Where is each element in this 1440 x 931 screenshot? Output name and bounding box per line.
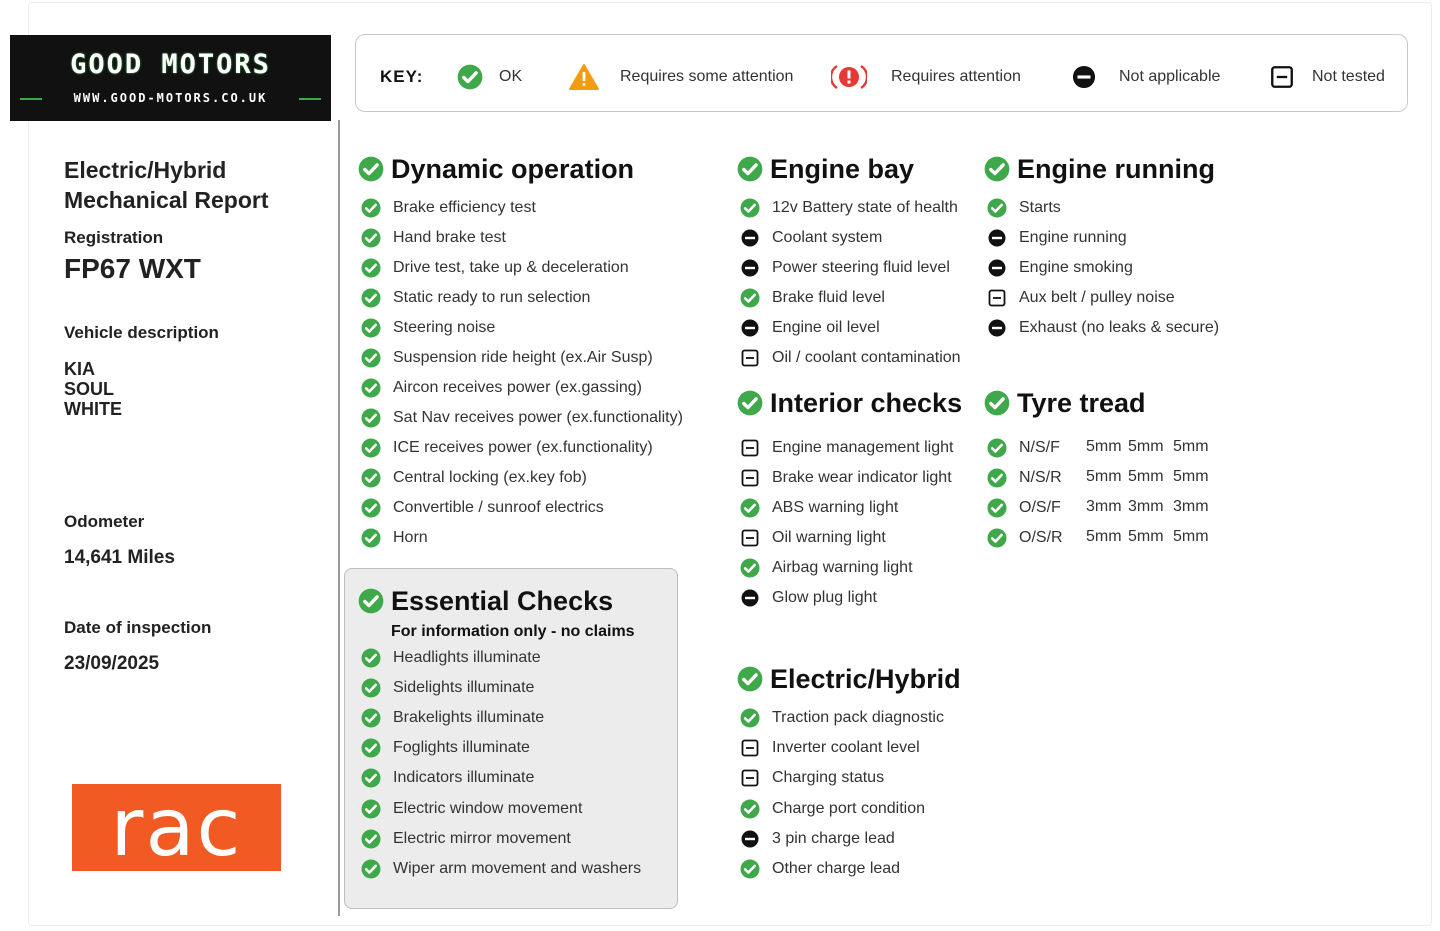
check-item-label: Indicators illuminate	[393, 769, 535, 787]
check-item	[740, 737, 920, 759]
key-label-ok: OK	[499, 68, 523, 85]
check-item-label: ICE receives power (ex.functionality)	[393, 439, 653, 456]
section-heading	[737, 388, 962, 418]
check-item	[361, 497, 604, 519]
section-heading	[984, 388, 1146, 418]
check-icon	[987, 498, 1007, 518]
check-item	[740, 858, 900, 880]
check-icon	[361, 528, 381, 548]
check-icon	[358, 588, 384, 614]
check-item-label: Central locking (ex.key fob)	[393, 469, 587, 486]
check-item-label: Wiper arm movement and washers	[393, 859, 642, 877]
check-item-label: Exhaust (no leaks & secure)	[1019, 319, 1220, 336]
check-item-label: O/S/R	[1019, 529, 1063, 546]
inspection-date-value: 23/09/2025	[64, 653, 160, 674]
check-icon	[740, 558, 760, 578]
tread-depth: 3mm	[1173, 498, 1209, 515]
check-item-label: Sat Nav receives power (ex.functionality)	[393, 409, 683, 426]
check-icon	[740, 198, 760, 218]
key-label-warning: Requires some attention	[620, 68, 794, 85]
check-item-label: Charge port condition	[772, 799, 925, 817]
key-title: KEY:	[380, 67, 424, 86]
not-tested-icon	[740, 528, 760, 548]
inspection-date-label: Date of inspection	[64, 618, 212, 637]
check-item	[740, 287, 885, 309]
check-item	[740, 557, 913, 579]
check-item-label: Brakelights illuminate	[393, 709, 545, 727]
section-heading	[984, 154, 1215, 184]
check-icon	[740, 859, 760, 879]
electric-hybrid-section	[737, 663, 961, 877]
check-item-label: Other charge lead	[772, 860, 901, 877]
dynamic-operation-section	[358, 153, 683, 546]
not-applicable-icon	[987, 228, 1007, 248]
check-item-label: Static ready to run selection	[393, 289, 591, 306]
check-item-label: O/S/F	[1019, 499, 1061, 516]
check-item	[740, 527, 886, 549]
odometer-label: Odometer	[64, 512, 145, 531]
section-heading	[737, 154, 914, 184]
check-item-label: Hand brake test	[393, 229, 506, 246]
check-item	[740, 227, 882, 249]
tyre-tread-section	[984, 387, 1209, 546]
check-icon	[457, 64, 483, 90]
section-title: Electric/Hybrid	[770, 663, 961, 694]
tread-depth: 5mm	[1086, 438, 1122, 455]
check-item-label: Inverter coolant level	[772, 739, 920, 757]
check-icon	[361, 408, 381, 428]
check-item	[740, 828, 895, 850]
check-item	[361, 647, 541, 669]
check-item-label: N/S/F	[1019, 439, 1060, 456]
check-item-label: Foglights illuminate	[393, 739, 530, 757]
check-icon	[361, 768, 381, 788]
not-applicable-icon	[740, 829, 760, 849]
key-label-not-tested: Not tested	[1312, 68, 1385, 85]
check-item	[740, 347, 961, 369]
tread-depth: 5mm	[1128, 438, 1164, 455]
key-label-not-applicable: Not applicable	[1119, 68, 1221, 85]
good-motors-logo	[10, 35, 331, 121]
check-item-label: Engine oil level	[772, 319, 880, 336]
check-item	[361, 467, 587, 489]
not-applicable-icon	[740, 588, 760, 608]
section-title: Engine running	[1017, 153, 1215, 184]
check-item-label: Sidelights illuminate	[393, 679, 535, 697]
check-item-label: Convertible / sunroof electrics	[393, 499, 604, 516]
check-icon	[987, 468, 1007, 488]
check-item	[361, 437, 653, 459]
check-icon	[740, 288, 760, 308]
check-icon	[361, 228, 381, 248]
check-icon	[361, 799, 381, 819]
not-applicable-icon	[1071, 64, 1097, 90]
check-item-label: Oil / coolant contamination	[772, 349, 961, 366]
check-icon	[740, 498, 760, 518]
check-item	[740, 798, 925, 820]
check-item	[987, 287, 1175, 309]
logo-bar-right	[299, 98, 321, 100]
check-item-label: Drive test, take up & deceleration	[393, 259, 629, 276]
vehicle-make: KIA	[64, 359, 95, 379]
check-icon	[361, 288, 381, 308]
check-icon	[740, 799, 760, 819]
check-icon	[737, 666, 763, 692]
check-item	[361, 377, 642, 399]
check-icon	[361, 438, 381, 458]
rac-logo-text: rac	[110, 781, 243, 874]
check-item	[987, 227, 1127, 249]
check-item-label: Coolant system	[772, 229, 883, 246]
not-tested-icon	[740, 438, 760, 458]
section-heading	[358, 154, 634, 184]
check-icon	[361, 258, 381, 278]
engine-bay-section	[737, 153, 961, 366]
vehicle-model: SOUL	[64, 379, 115, 399]
check-item-label: Horn	[393, 529, 428, 546]
check-item	[740, 497, 898, 519]
check-icon	[361, 648, 381, 668]
registration-value: FP67 WXT	[64, 253, 201, 284]
check-icon	[361, 378, 381, 398]
check-item	[740, 317, 880, 339]
check-item	[361, 257, 629, 279]
tread-depth: 5mm	[1173, 468, 1209, 485]
not-tested-icon	[987, 288, 1007, 308]
check-icon	[987, 528, 1007, 548]
status-key	[355, 34, 1408, 112]
tread-depth: 3mm	[1128, 498, 1164, 515]
check-item	[361, 798, 582, 820]
check-item	[740, 437, 953, 459]
check-item	[987, 197, 1061, 219]
check-icon	[737, 390, 763, 416]
check-item-label: Engine running	[1019, 229, 1127, 246]
not-tested-icon	[740, 468, 760, 488]
not-applicable-icon	[740, 228, 760, 248]
check-icon	[737, 156, 763, 182]
check-item-label: Engine smoking	[1019, 259, 1133, 276]
check-icon	[361, 198, 381, 218]
check-item-label: Aux belt / pulley noise	[1019, 289, 1175, 306]
check-item	[361, 407, 683, 429]
section-title: Interior checks	[770, 387, 963, 418]
vehicle-description-label: Vehicle description	[64, 323, 219, 342]
check-item	[361, 317, 495, 339]
check-item-label: 12v Battery state of health	[772, 199, 958, 216]
check-item	[740, 587, 877, 609]
check-item-label: Electric mirror movement	[393, 829, 571, 847]
check-item-label: Suspension ride height (ex.Air Susp)	[393, 349, 653, 366]
check-item-label: 3 pin charge lead	[772, 829, 895, 847]
check-item-label: Airbag warning light	[772, 559, 913, 576]
tread-depth: 5mm	[1173, 438, 1209, 455]
not-tested-icon	[1269, 64, 1295, 90]
check-item	[740, 257, 950, 279]
check-item-label: Brake wear indicator light	[772, 469, 952, 486]
check-icon	[361, 708, 381, 728]
check-item-label: Electric window movement	[393, 799, 583, 817]
registration-label: Registration	[64, 228, 164, 247]
check-item	[987, 437, 1060, 459]
tread-depth: 5mm	[1128, 528, 1164, 545]
check-item-label: Oil warning light	[772, 529, 886, 546]
tread-depth: 3mm	[1086, 498, 1122, 515]
logo-brand: GOOD MOTORS	[70, 49, 271, 80]
key-label-attention: Requires attention	[891, 68, 1021, 85]
check-item-label: ABS warning light	[772, 499, 899, 516]
not-applicable-icon	[740, 258, 760, 278]
check-icon	[987, 438, 1007, 458]
engine-running-section	[984, 153, 1220, 336]
check-item	[740, 467, 952, 489]
check-icon	[361, 468, 381, 488]
not-tested-icon	[740, 348, 760, 368]
tread-depth: 5mm	[1086, 468, 1122, 485]
not-applicable-icon	[740, 318, 760, 338]
check-item	[740, 197, 958, 219]
check-item-label: Aircon receives power (ex.gassing)	[393, 379, 642, 396]
vertical-divider	[338, 120, 340, 916]
check-item	[361, 737, 530, 759]
check-icon	[740, 708, 760, 728]
check-item	[361, 828, 571, 850]
section-title: Essential Checks	[391, 585, 614, 616]
section-heading	[737, 664, 961, 694]
check-item-label: Engine management light	[772, 439, 954, 456]
check-item-label: Brake fluid level	[772, 289, 885, 306]
check-icon	[361, 318, 381, 338]
check-item	[361, 767, 534, 789]
not-tested-icon	[740, 738, 760, 758]
check-icon	[361, 738, 381, 758]
check-icon	[984, 390, 1010, 416]
section-title: Tyre tread	[1017, 387, 1146, 418]
check-item	[361, 707, 544, 729]
check-item-label: Traction pack diagnostic	[772, 709, 944, 726]
report-title: Electric/Hybrid Mechanical Report	[64, 157, 269, 213]
check-item-label: N/S/R	[1019, 469, 1062, 486]
check-item	[361, 227, 506, 249]
odometer-value: 14,641 Miles	[64, 547, 175, 568]
check-item-label: Glow plug light	[772, 589, 877, 606]
check-item	[361, 197, 536, 219]
check-item	[361, 858, 641, 880]
check-icon	[361, 678, 381, 698]
check-item	[361, 677, 534, 699]
check-item	[740, 767, 884, 789]
tread-depth: 5mm	[1086, 528, 1122, 545]
alert-icon	[831, 63, 867, 91]
check-item	[361, 527, 428, 549]
rac-logo	[72, 781, 281, 874]
not-applicable-icon	[987, 318, 1007, 338]
check-item-label: Steering noise	[393, 319, 496, 336]
vehicle-colour: WHITE	[64, 399, 122, 419]
essential-checks-subtitle: For information only - no claims	[391, 623, 635, 640]
warning-icon	[568, 63, 600, 91]
check-item-label: Brake efficiency test	[393, 199, 536, 216]
check-item	[987, 317, 1219, 339]
check-item	[740, 707, 944, 729]
check-icon	[361, 859, 381, 879]
logo-url: WWW.GOOD-MOTORS.CO.UK	[73, 91, 268, 105]
check-item-label: Charging status	[772, 769, 885, 787]
tread-depth: 5mm	[1128, 468, 1164, 485]
tread-depth: 5mm	[1173, 528, 1209, 545]
section-title: Engine bay	[770, 153, 915, 184]
section-heading	[358, 586, 613, 616]
interior-checks-section	[737, 387, 963, 606]
check-item	[987, 497, 1061, 519]
check-item	[361, 287, 590, 309]
check-icon	[361, 829, 381, 849]
not-tested-icon	[740, 768, 760, 788]
section-title: Dynamic operation	[391, 153, 635, 184]
check-item	[987, 527, 1063, 549]
check-item	[361, 347, 653, 369]
not-applicable-icon	[987, 258, 1007, 278]
check-item	[987, 467, 1062, 489]
check-item-label: Starts	[1019, 199, 1061, 216]
check-icon	[361, 348, 381, 368]
check-icon	[358, 156, 384, 182]
check-icon	[361, 498, 381, 518]
check-item-label: Power steering fluid level	[772, 259, 950, 276]
check-icon	[984, 156, 1010, 182]
check-icon	[987, 198, 1007, 218]
check-item	[987, 257, 1133, 279]
check-item-label: Headlights illuminate	[393, 649, 541, 666]
